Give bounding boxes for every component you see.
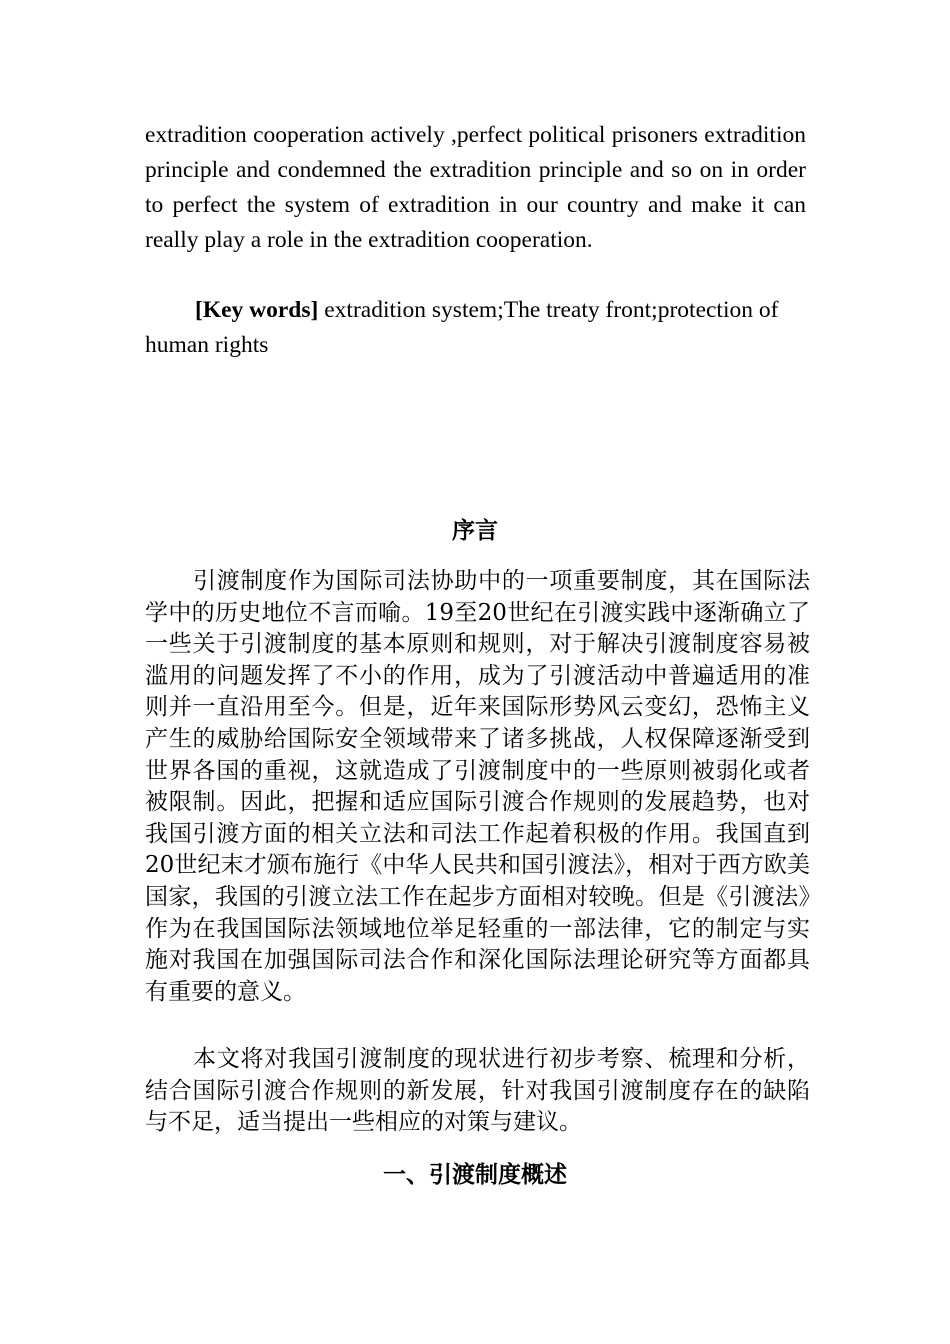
preface-paragraph-1: 引渡制度作为国际司法协助中的一项重要制度，其在国际法学中的历史地位不言而喻。19至20世纪在引渡实践中逐渐确立了一些关于引渡制度的基本原则和规则，对于解决引渡制度容易被滥用的问题发挥了不小的作用，成为了引渡活动中普遍适用的准则并一直沿用至今。但是，近年来国际形势风云变幻，恐怖主义产生的威胁给国际安全领域带来了诸多挑战，人权保障逐渐受到世界各国的重视，这就造成了引渡制度中的一些原则被弱化或者被限制。因此，把握和适应国际引渡合作规则的发展趋势，也对我国引渡方面的相关立法和司法工作起着积极的作用。我国直到20世纪末才颁布施行《中华人民共和国引渡法》，相对于西方欧美国家，我国的引渡立法工作在起步方面相对较晚。但是《引渡法》作为在我国国际法领域地位举足轻重的一部法律，它的制定与实施对我国在加强国际司法合作和深化国际法理论研究等方面都具有重要的意义。	[145, 568, 810, 1005]
section-title: 一、引渡制度概述	[383, 1162, 567, 1188]
keywords-text: extradition system;The treaty front;protection of human rights	[145, 297, 779, 358]
abstract-english-text: extradition cooperation actively ,perfect political prisoners extradition principle and condemned the extradition principle and so on in order to perfect the system of extradition in our country and make it can really play a role in the extradition cooperation.	[145, 122, 806, 253]
preface-title: 序言	[452, 518, 498, 544]
preface-paragraph-2: 本文将对我国引渡制度的现状进行初步考察、梳理和分析，结合国际引渡合作规则的新发展，针对我国引渡制度存在的缺陷与不足，适当提出一些相应的对策与建议。	[145, 1046, 810, 1136]
keywords-label: [Key words]	[195, 297, 319, 323]
keywords-line	[145, 293, 806, 363]
